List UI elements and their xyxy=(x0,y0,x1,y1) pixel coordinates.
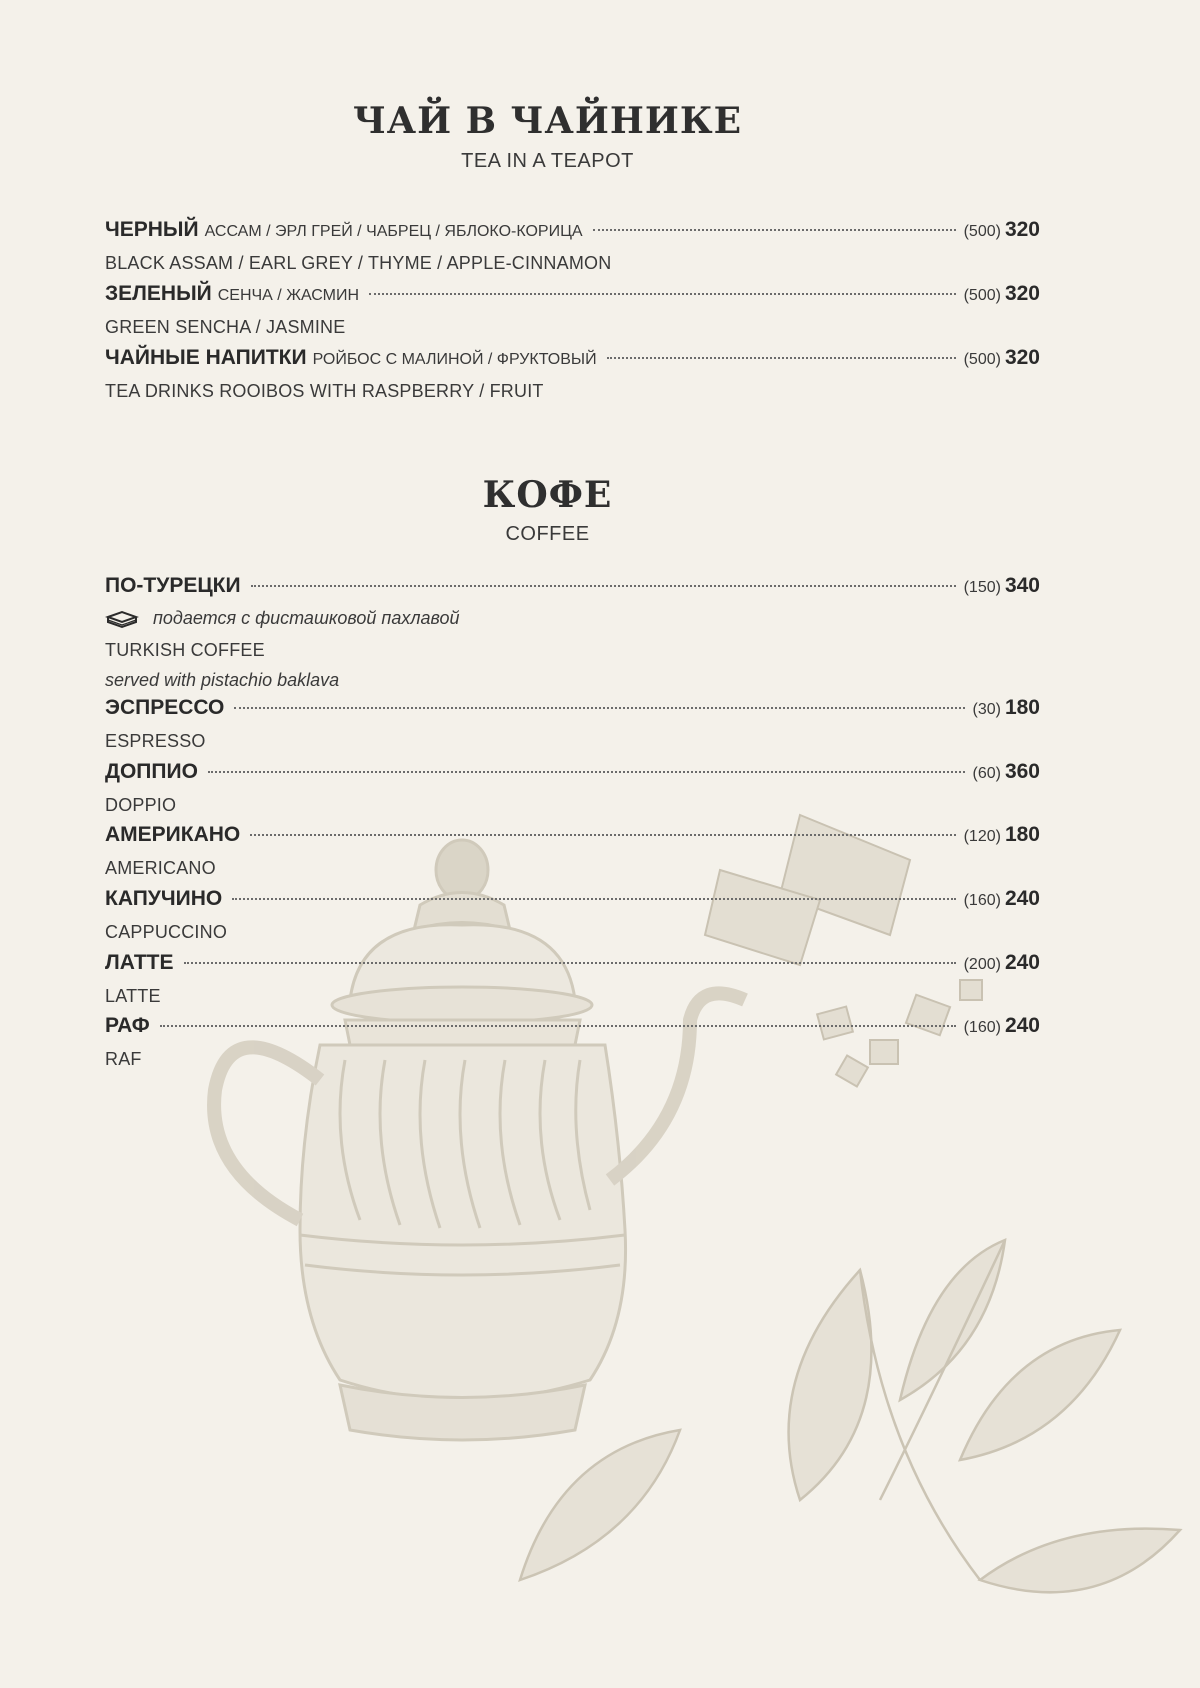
item-price: 240 xyxy=(1004,951,1040,974)
item-name: ЧЕРНЫЙ xyxy=(105,218,199,241)
menu-item-espresso xyxy=(105,696,1040,752)
item-english-name: ESPRESSO xyxy=(105,731,206,751)
note-text: подается с фисташковой пахлавой xyxy=(153,608,460,628)
item-english-name: TEA DRINKS ROOIBOS WITH RASPBERRY / FRUIT xyxy=(105,381,544,401)
dot-leader xyxy=(184,962,956,964)
dot-leader xyxy=(369,293,956,295)
dot-leader xyxy=(232,898,955,900)
menu-item-latte xyxy=(105,951,1040,1007)
tea-section-title: ЧАЙ В ЧАЙНИКЕ xyxy=(352,100,743,142)
item-name: КАПУЧИНО xyxy=(105,887,223,910)
item-volume: (160) xyxy=(963,1019,1001,1036)
item-price: 340 xyxy=(1004,574,1040,597)
item-price: 180 xyxy=(1004,823,1040,846)
dot-leader xyxy=(160,1025,956,1027)
item-volume: (30) xyxy=(972,701,1001,718)
item-price: 180 xyxy=(1004,696,1040,719)
item-volume: (120) xyxy=(963,828,1001,845)
dot-leader xyxy=(607,357,956,359)
item-price: 320 xyxy=(1004,282,1040,305)
coffee-section-subtitle: COFFEE xyxy=(505,523,590,545)
item-name: ПО-ТУРЕЦКИ xyxy=(105,574,241,597)
item-english-name: CAPPUCCINO xyxy=(105,922,228,942)
item-english-name: LATTE xyxy=(105,986,161,1006)
item-name: ЭСПРЕССО xyxy=(105,696,225,719)
menu-item-turkish-coffee xyxy=(105,574,1040,691)
item-price: 240 xyxy=(1004,1014,1040,1037)
menu-item-doppio xyxy=(105,760,1040,816)
menu-item-raf xyxy=(105,1014,1040,1070)
item-name: ЛАТТЕ xyxy=(105,951,174,974)
menu-item-black-tea xyxy=(105,218,1040,274)
dot-leader xyxy=(593,229,956,231)
item-name: АМЕРИКАНО xyxy=(105,823,241,846)
item-volume: (160) xyxy=(963,892,1001,909)
item-volume: (500) xyxy=(963,223,1001,240)
item-volume: (500) xyxy=(963,351,1001,368)
item-variants: АССАМ / ЭРЛ ГРЕЙ / ЧАБРЕЦ / ЯБЛОКО-КОРИЦА xyxy=(204,223,583,240)
item-volume: (150) xyxy=(963,579,1001,596)
item-english-name: BLACK ASSAM / EARL GREY / THYME / APPLE-CINNAMON xyxy=(105,253,612,273)
item-english-name: DOPPIO xyxy=(105,795,177,815)
item-volume: (200) xyxy=(963,956,1001,973)
item-price: 360 xyxy=(1004,760,1040,783)
item-variants: РОЙБОС С МАЛИНОЙ / ФРУКТОВЫЙ xyxy=(312,351,597,368)
dot-leader xyxy=(250,834,955,836)
item-volume: (60) xyxy=(972,765,1001,782)
menu-item-green-tea xyxy=(105,282,1040,338)
item-name: ЗЕЛЕНЫЙ xyxy=(105,282,212,305)
baklava-icon xyxy=(105,609,139,629)
item-english-name: AMERICANO xyxy=(105,858,216,878)
dot-leader xyxy=(234,707,964,709)
item-price: 240 xyxy=(1004,887,1040,910)
item-price: 320 xyxy=(1004,346,1040,369)
menu-item-tea-drinks xyxy=(105,346,1040,402)
item-english-name: RAF xyxy=(105,1049,142,1069)
item-name: ДОППИО xyxy=(105,760,198,783)
dot-leader xyxy=(251,585,956,587)
dot-leader xyxy=(208,771,965,773)
coffee-section-title: КОФЕ xyxy=(482,474,613,516)
item-name: ЧАЙНЫЕ НАПИТКИ xyxy=(105,346,307,369)
item-english-name: GREEN SENCHA / JASMINE xyxy=(105,317,346,337)
tea-section-subtitle: TEA IN A TEAPOT xyxy=(461,150,634,172)
item-volume: (500) xyxy=(963,287,1001,304)
item-variants: СЕНЧА / ЖАСМИН xyxy=(217,287,360,304)
item-note-en: served with pistachio baklava xyxy=(105,670,340,690)
item-note-ru xyxy=(105,608,1040,629)
item-name: РАФ xyxy=(105,1014,150,1037)
item-english-name: TURKISH COFFEE xyxy=(105,640,265,660)
menu-item-cappuccino xyxy=(105,887,1040,943)
item-price: 320 xyxy=(1004,218,1040,241)
menu-item-americano xyxy=(105,823,1040,879)
